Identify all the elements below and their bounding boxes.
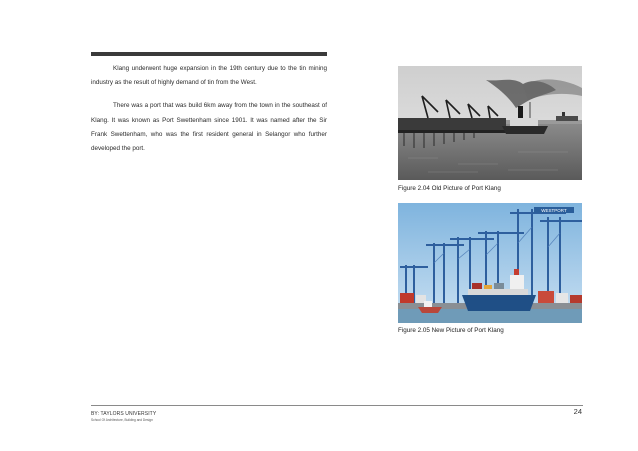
new-port-photo	[398, 203, 582, 323]
body-text	[91, 62, 327, 165]
top-rule	[91, 52, 327, 56]
figure-caption: Figure 2.05 New Picture of Port Klang	[398, 327, 504, 334]
paragraph-1: Klang underwent huge expansion in the 19th century due to the tin mining industry as the result of highly demand of tin from the West.	[91, 65, 327, 87]
page-number: 24	[573, 407, 582, 416]
footer-rule	[91, 405, 583, 406]
paragraph-2: There was a port that was build 6km away from the town in the southeast of Klang. It was known as Port Swettenham since 1901. It was named after the Sir Frank Swettenham, who was the first resident general in Selangor who further developed the port.	[91, 102, 327, 153]
figure-caption: Figure 2.04 Old Picture of Port Klang	[398, 185, 501, 192]
port-sign-text: WESTPORT	[541, 208, 567, 213]
footer-subtitle: School Of Architecture, Building and Design	[91, 418, 153, 422]
old-port-photo	[398, 66, 582, 180]
footer-title: BY: TAYLORS UNIVERSITY	[91, 411, 157, 417]
